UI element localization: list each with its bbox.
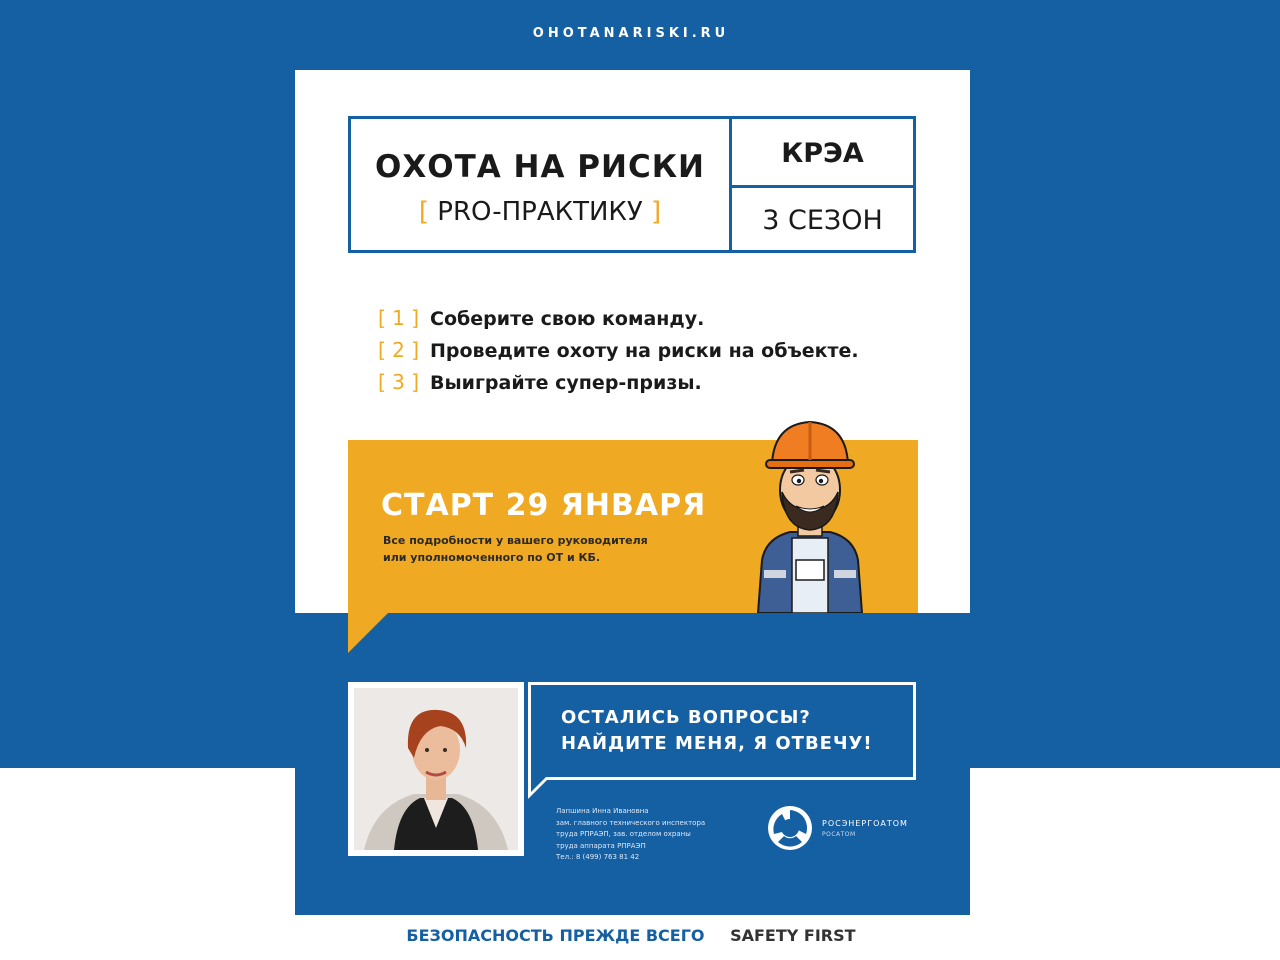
question-tail-inner bbox=[531, 777, 546, 792]
worker-illustration bbox=[750, 410, 870, 613]
rosenergoatom-logo bbox=[766, 804, 916, 854]
speech-tail bbox=[348, 613, 388, 653]
step-text: Соберите свою команду. bbox=[430, 308, 705, 330]
contact-photo bbox=[354, 688, 518, 850]
person-info bbox=[556, 806, 746, 864]
site-url: OHOTANARISKI.RU bbox=[532, 26, 730, 41]
start-details bbox=[383, 532, 703, 566]
logo-text bbox=[822, 818, 908, 840]
campaign-title: ОХОТА НА РИСКИ bbox=[375, 149, 705, 185]
step-number: [ 2 ] bbox=[378, 338, 420, 362]
title-left-cell bbox=[351, 119, 732, 250]
person-silhouette bbox=[354, 688, 518, 850]
question-bubble bbox=[528, 682, 916, 780]
poster bbox=[295, 70, 970, 915]
campaign-subtitle-text: PRO-ПРАКТИКУ bbox=[429, 197, 651, 227]
logo-sub: РОСАТОМ bbox=[822, 831, 856, 838]
person-info-line: Тел.: 8 (499) 763 81 42 bbox=[556, 853, 640, 861]
person-info-line: Лапшина Инна Ивановна bbox=[556, 807, 649, 815]
person-info-line: труда аппарата РПРАЭП bbox=[556, 841, 646, 850]
start-details-line: Все подробности у вашего руководителя bbox=[383, 534, 648, 547]
contact-section bbox=[348, 682, 916, 861]
title-box bbox=[348, 116, 916, 253]
step-item bbox=[378, 366, 859, 398]
season-label: 3 СЕЗОН bbox=[762, 205, 883, 236]
bracket-open: [ bbox=[418, 197, 430, 227]
step-text: Проведите охоту на риски на объекте. bbox=[430, 340, 859, 362]
step-text: Выиграйте супер-призы. bbox=[430, 372, 702, 394]
start-date-title: СТАРТ 29 ЯНВАРЯ bbox=[381, 488, 707, 523]
step-number: [ 3 ] bbox=[378, 370, 420, 394]
steps-list bbox=[378, 302, 859, 398]
question-line: ОСТАЛИСЬ ВОПРОСЫ? bbox=[561, 707, 811, 728]
footer-slogan bbox=[0, 926, 1262, 945]
bracket-close: ] bbox=[650, 197, 662, 227]
footer-en: SAFETY FIRST bbox=[730, 926, 856, 945]
person-info-line: зам. главного технического инспектора bbox=[556, 818, 706, 827]
campaign-subtitle bbox=[351, 197, 729, 227]
question-line: НАЙДИТЕ МЕНЯ, Я ОТВЕЧУ! bbox=[561, 733, 873, 754]
step-number: [ 1 ] bbox=[378, 306, 420, 330]
step-item bbox=[378, 302, 859, 334]
photo-frame bbox=[348, 682, 524, 856]
atom-logo-icon bbox=[766, 804, 814, 852]
person-info-line: труда РПРАЭП, зав. отделом охраны bbox=[556, 830, 691, 838]
footer-ru: БЕЗОПАСНОСТЬ ПРЕЖДЕ ВСЕГО bbox=[406, 926, 705, 945]
start-details-line: или уполномоченного по ОТ и КБ. bbox=[383, 551, 601, 564]
org-label: КРЭА bbox=[732, 119, 913, 188]
logo-name: РОСЭНЕРГОАТОМ bbox=[822, 819, 908, 828]
step-item bbox=[378, 334, 859, 366]
